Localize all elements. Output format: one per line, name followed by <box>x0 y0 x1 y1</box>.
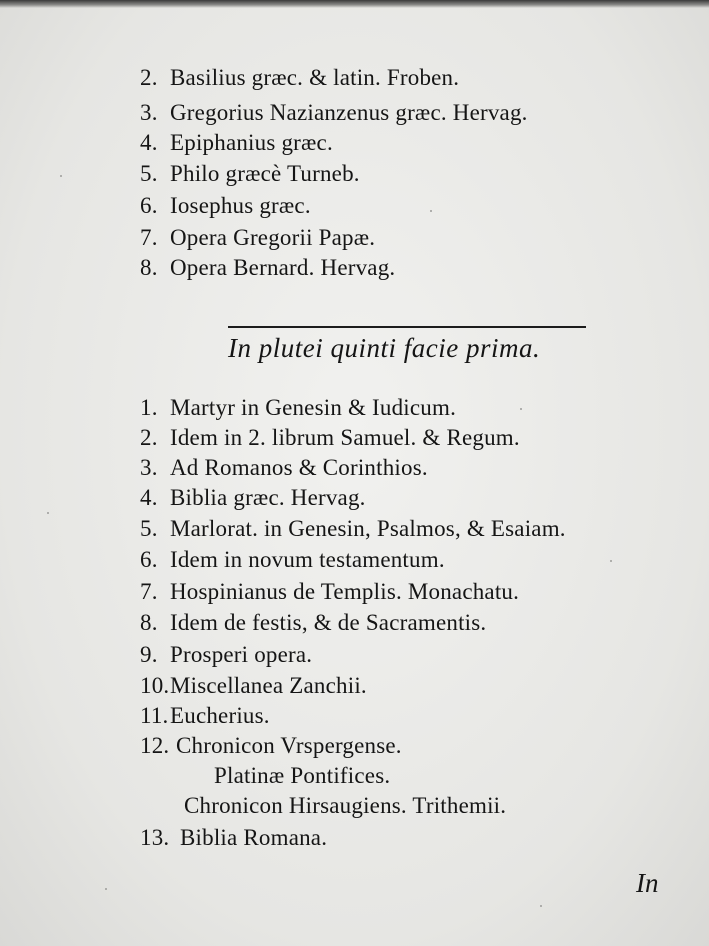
item-number: 9. <box>140 642 158 667</box>
item-number: 6. <box>140 547 158 572</box>
item-number: 5. <box>140 161 158 186</box>
list-item <box>140 394 456 422</box>
item-text: Gregorius Nazianzenus græc. Hervag. <box>170 100 528 125</box>
item-text: Marlorat. in Genesin, Psalmos, & Esaiam. <box>170 516 566 541</box>
paper-speck <box>430 210 432 212</box>
page-top-edge <box>0 0 709 8</box>
item-text: Biblia græc. Hervag. <box>170 485 366 510</box>
item-text: Hospinianus de Templis. Monachatu. <box>170 579 520 604</box>
item-text: Idem de festis, & de Sacramentis. <box>170 610 487 635</box>
item-text: Idem in novum testamentum. <box>170 547 445 572</box>
item-text: Epiphanius græc. <box>170 130 333 155</box>
item-text: Biblia Romana. <box>180 825 328 850</box>
item-text: Iosephus græc. <box>170 193 311 218</box>
list-item <box>140 484 366 512</box>
list-item <box>140 609 486 637</box>
list-item <box>140 702 270 730</box>
list-item <box>140 224 375 252</box>
item-number: 13. <box>140 825 170 850</box>
paper-speck <box>540 905 542 907</box>
list-item <box>140 129 333 157</box>
item-text: Chronicon Hirsaugiens. Trithemii. <box>184 793 507 818</box>
item-number: 8. <box>140 610 158 635</box>
list-item <box>140 192 311 220</box>
item-text: Idem in 2. librum Samuel. & Regum. <box>170 425 520 450</box>
paper-speck <box>47 512 49 514</box>
item-number: 4. <box>140 485 158 510</box>
list-item-continuation <box>214 762 390 790</box>
list-item <box>140 732 402 760</box>
item-number: 2. <box>140 425 158 450</box>
item-number: 1. <box>140 395 158 420</box>
list-item <box>140 424 520 452</box>
item-number: 5. <box>140 516 158 541</box>
item-number: 10. <box>140 673 170 698</box>
list-item <box>140 254 395 282</box>
heading-rule <box>228 326 586 328</box>
list-item <box>140 641 312 669</box>
item-text: Prosperi opera. <box>170 642 313 667</box>
item-text: Ad Romanos & Corinthios. <box>170 455 428 480</box>
catchword: In <box>636 868 659 898</box>
list-item <box>140 824 327 852</box>
paper-speck <box>60 175 62 177</box>
paper-speck <box>105 888 107 890</box>
list-item <box>140 672 367 700</box>
list-item-continuation <box>184 792 506 820</box>
list-item <box>140 515 566 543</box>
list-item <box>140 160 360 188</box>
section-heading: In plutei quinti facie prima. <box>228 333 541 363</box>
paper-speck <box>610 560 612 562</box>
list-item <box>140 64 459 92</box>
item-number: 3. <box>140 100 158 125</box>
item-text: Basilius græc. & latin. Froben. <box>170 65 460 90</box>
item-number: 6. <box>140 193 158 218</box>
list-item <box>140 578 519 606</box>
item-text: Eucherius. <box>170 703 270 728</box>
item-text: Philo græcè Turneb. <box>170 161 360 186</box>
item-number: 8. <box>140 255 158 280</box>
list-item <box>140 99 528 127</box>
item-number: 3. <box>140 455 158 480</box>
item-number: 11. <box>140 703 169 728</box>
list-item <box>140 454 428 482</box>
item-number: 2. <box>140 65 158 90</box>
item-number: 12. <box>140 733 170 758</box>
item-number: 4. <box>140 130 158 155</box>
list-item <box>140 546 445 574</box>
item-text: Opera Bernard. Hervag. <box>170 255 396 280</box>
item-number: 7. <box>140 579 158 604</box>
item-text: Martyr in Genesin & Iudicum. <box>170 395 457 420</box>
item-text: Platinæ Pontifices. <box>214 763 391 788</box>
item-number: 7. <box>140 225 158 250</box>
item-text: Opera Gregorii Papæ. <box>170 225 376 250</box>
item-text: Chronicon Vrspergense. <box>176 733 402 758</box>
item-text: Miscellanea Zanchii. <box>170 673 367 698</box>
paper-speck <box>520 408 522 410</box>
